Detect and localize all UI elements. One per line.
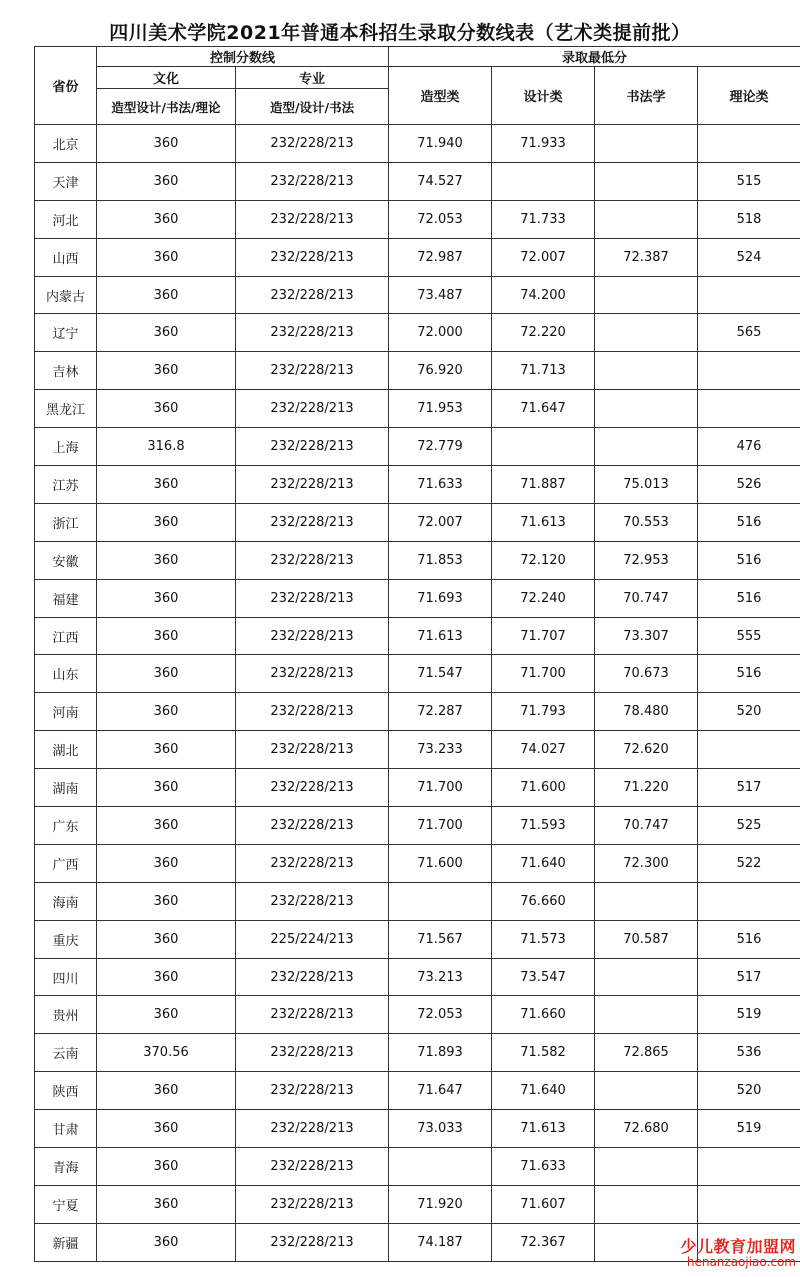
cell-theory-min: 516	[698, 655, 800, 693]
cell-theory-min	[698, 1185, 800, 1223]
cell-culture-line: 360	[97, 162, 236, 200]
header-modeling: 造型类	[389, 67, 492, 125]
cell-calligraphy-min: 72.300	[595, 844, 698, 882]
table-row	[35, 428, 800, 466]
cell-calligraphy-min: 70.587	[595, 920, 698, 958]
cell-modeling-min: 72.000	[389, 314, 492, 352]
cell-design-min: 71.573	[492, 920, 595, 958]
cell-calligraphy-min: 73.307	[595, 617, 698, 655]
cell-calligraphy-min: 72.953	[595, 541, 698, 579]
cell-theory-min: 516	[698, 503, 800, 541]
cell-design-min: 72.120	[492, 541, 595, 579]
cell-modeling-min: 71.693	[389, 579, 492, 617]
cell-culture-line: 360	[97, 731, 236, 769]
cell-calligraphy-min	[595, 882, 698, 920]
cell-culture-line: 360	[97, 1148, 236, 1186]
cell-calligraphy-min: 70.553	[595, 503, 698, 541]
cell-calligraphy-min: 78.480	[595, 693, 698, 731]
cell-design-min: 72.220	[492, 314, 595, 352]
cell-theory-min	[698, 1148, 800, 1186]
cell-theory-min: 516	[698, 920, 800, 958]
cell-culture-line: 360	[97, 882, 236, 920]
cell-province: 海南	[35, 882, 97, 920]
cell-major-line: 232/228/213	[236, 125, 389, 163]
cell-design-min: 71.887	[492, 466, 595, 504]
cell-calligraphy-min: 70.673	[595, 655, 698, 693]
table-row	[35, 314, 800, 352]
cell-calligraphy-min: 72.620	[595, 731, 698, 769]
cell-calligraphy-min	[595, 162, 698, 200]
cell-modeling-min: 76.920	[389, 352, 492, 390]
table-row	[35, 390, 800, 428]
cell-major-line: 232/228/213	[236, 541, 389, 579]
cell-province: 河北	[35, 200, 97, 238]
cell-province: 福建	[35, 579, 97, 617]
cell-province: 天津	[35, 162, 97, 200]
cell-modeling-min: 73.033	[389, 1110, 492, 1148]
cell-province: 安徽	[35, 541, 97, 579]
cell-province: 山东	[35, 655, 97, 693]
watermark	[680, 1238, 796, 1269]
cell-calligraphy-min	[595, 428, 698, 466]
table-row	[35, 466, 800, 504]
table-row	[35, 1034, 800, 1072]
cell-theory-min: 522	[698, 844, 800, 882]
cell-calligraphy-min	[595, 1148, 698, 1186]
cell-culture-line: 360	[97, 1072, 236, 1110]
table-row	[35, 503, 800, 541]
score-table	[34, 46, 800, 1262]
cell-culture-line: 360	[97, 200, 236, 238]
cell-culture-line: 360	[97, 807, 236, 845]
cell-calligraphy-min	[595, 125, 698, 163]
cell-province: 贵州	[35, 996, 97, 1034]
cell-theory-min: 526	[698, 466, 800, 504]
cell-province: 上海	[35, 428, 97, 466]
cell-design-min: 72.367	[492, 1223, 595, 1261]
table-row	[35, 617, 800, 655]
header-calligraphy: 书法学	[595, 67, 698, 125]
cell-province: 云南	[35, 1034, 97, 1072]
cell-design-min: 71.600	[492, 769, 595, 807]
cell-culture-line: 370.56	[97, 1034, 236, 1072]
cell-major-line: 232/228/213	[236, 503, 389, 541]
cell-major-line: 232/228/213	[236, 769, 389, 807]
header-admission-min: 录取最低分	[389, 47, 800, 67]
table-row	[35, 882, 800, 920]
cell-calligraphy-min: 75.013	[595, 466, 698, 504]
cell-major-line: 232/228/213	[236, 428, 389, 466]
cell-province: 北京	[35, 125, 97, 163]
header-major: 专业	[236, 67, 389, 89]
cell-design-min: 71.733	[492, 200, 595, 238]
cell-theory-min: 519	[698, 1110, 800, 1148]
header-design: 设计类	[492, 67, 595, 125]
cell-major-line: 232/228/213	[236, 238, 389, 276]
cell-design-min: 71.933	[492, 125, 595, 163]
table-row	[35, 844, 800, 882]
cell-modeling-min: 72.779	[389, 428, 492, 466]
table-row	[35, 731, 800, 769]
cell-design-min: 71.613	[492, 503, 595, 541]
table-row	[35, 958, 800, 996]
header-province: 省份	[35, 47, 97, 125]
cell-culture-line: 360	[97, 314, 236, 352]
cell-province: 重庆	[35, 920, 97, 958]
cell-major-line: 232/228/213	[236, 655, 389, 693]
cell-province: 青海	[35, 1148, 97, 1186]
cell-design-min	[492, 428, 595, 466]
cell-modeling-min: 73.487	[389, 276, 492, 314]
cell-culture-line: 360	[97, 352, 236, 390]
cell-province: 吉林	[35, 352, 97, 390]
cell-major-line: 232/228/213	[236, 200, 389, 238]
cell-modeling-min: 71.700	[389, 807, 492, 845]
header-control-line: 控制分数线	[97, 47, 389, 67]
table-row	[35, 1072, 800, 1110]
cell-theory-min: 525	[698, 807, 800, 845]
cell-province: 浙江	[35, 503, 97, 541]
cell-major-line: 232/228/213	[236, 731, 389, 769]
cell-theory-min	[698, 276, 800, 314]
table-body	[35, 125, 800, 1262]
cell-calligraphy-min	[595, 352, 698, 390]
cell-province: 甘肃	[35, 1110, 97, 1148]
cell-major-line: 232/228/213	[236, 996, 389, 1034]
cell-design-min: 76.660	[492, 882, 595, 920]
cell-major-line: 225/224/213	[236, 920, 389, 958]
cell-major-line: 232/228/213	[236, 1034, 389, 1072]
cell-major-line: 232/228/213	[236, 807, 389, 845]
cell-culture-line: 360	[97, 958, 236, 996]
cell-modeling-min: 74.187	[389, 1223, 492, 1261]
cell-province: 新疆	[35, 1223, 97, 1261]
cell-province: 宁夏	[35, 1185, 97, 1223]
cell-province: 山西	[35, 238, 97, 276]
cell-calligraphy-min: 72.387	[595, 238, 698, 276]
cell-calligraphy-min: 70.747	[595, 579, 698, 617]
table-row	[35, 1148, 800, 1186]
cell-calligraphy-min	[595, 276, 698, 314]
cell-modeling-min: 72.287	[389, 693, 492, 731]
cell-modeling-min: 71.647	[389, 1072, 492, 1110]
cell-theory-min: 520	[698, 693, 800, 731]
cell-province: 辽宁	[35, 314, 97, 352]
cell-province: 湖北	[35, 731, 97, 769]
cell-modeling-min: 72.007	[389, 503, 492, 541]
cell-modeling-min: 71.600	[389, 844, 492, 882]
table-row	[35, 162, 800, 200]
cell-province: 江西	[35, 617, 97, 655]
cell-design-min: 71.633	[492, 1148, 595, 1186]
cell-modeling-min: 72.053	[389, 996, 492, 1034]
cell-culture-line: 360	[97, 541, 236, 579]
cell-modeling-min: 71.893	[389, 1034, 492, 1072]
cell-design-min: 72.007	[492, 238, 595, 276]
cell-design-min: 71.640	[492, 844, 595, 882]
cell-calligraphy-min	[595, 1072, 698, 1110]
cell-culture-line: 360	[97, 1110, 236, 1148]
cell-province: 河南	[35, 693, 97, 731]
cell-theory-min: 515	[698, 162, 800, 200]
cell-culture-line: 360	[97, 844, 236, 882]
cell-culture-line: 360	[97, 390, 236, 428]
watermark-en: henanzaojiao.com	[686, 1254, 796, 1269]
cell-major-line: 232/228/213	[236, 1223, 389, 1261]
table-row	[35, 655, 800, 693]
cell-design-min: 71.660	[492, 996, 595, 1034]
table-row	[35, 807, 800, 845]
cell-modeling-min: 73.233	[389, 731, 492, 769]
cell-culture-line: 360	[97, 466, 236, 504]
cell-major-line: 232/228/213	[236, 882, 389, 920]
cell-major-line: 232/228/213	[236, 1072, 389, 1110]
cell-culture-line: 360	[97, 125, 236, 163]
cell-theory-min	[698, 882, 800, 920]
cell-major-line: 232/228/213	[236, 276, 389, 314]
table-row	[35, 200, 800, 238]
cell-theory-min: 476	[698, 428, 800, 466]
cell-culture-line: 316.8	[97, 428, 236, 466]
cell-culture-line: 360	[97, 503, 236, 541]
cell-major-line: 232/228/213	[236, 1185, 389, 1223]
cell-calligraphy-min: 72.680	[595, 1110, 698, 1148]
cell-culture-line: 360	[97, 617, 236, 655]
cell-calligraphy-min	[595, 390, 698, 428]
cell-culture-line: 360	[97, 693, 236, 731]
cell-modeling-min	[389, 1148, 492, 1186]
cell-province: 湖南	[35, 769, 97, 807]
cell-province: 江苏	[35, 466, 97, 504]
cell-design-min: 71.607	[492, 1185, 595, 1223]
cell-calligraphy-min	[595, 1185, 698, 1223]
cell-culture-line: 360	[97, 579, 236, 617]
table-row	[35, 579, 800, 617]
cell-design-min: 74.200	[492, 276, 595, 314]
cell-modeling-min: 72.053	[389, 200, 492, 238]
cell-modeling-min: 73.213	[389, 958, 492, 996]
cell-major-line: 232/228/213	[236, 579, 389, 617]
table-row	[35, 996, 800, 1034]
table-row	[35, 276, 800, 314]
cell-design-min: 71.713	[492, 352, 595, 390]
cell-major-line: 232/228/213	[236, 958, 389, 996]
table-row	[35, 1185, 800, 1223]
cell-modeling-min	[389, 882, 492, 920]
cell-calligraphy-min: 70.747	[595, 807, 698, 845]
cell-design-min	[492, 162, 595, 200]
cell-culture-line: 360	[97, 769, 236, 807]
cell-theory-min: 520	[698, 1072, 800, 1110]
cell-modeling-min: 74.527	[389, 162, 492, 200]
header-culture: 文化	[97, 67, 236, 89]
cell-major-line: 232/228/213	[236, 314, 389, 352]
cell-modeling-min: 71.633	[389, 466, 492, 504]
cell-theory-min: 517	[698, 769, 800, 807]
cell-major-line: 232/228/213	[236, 693, 389, 731]
cell-modeling-min: 72.987	[389, 238, 492, 276]
cell-design-min: 71.593	[492, 807, 595, 845]
cell-modeling-min: 71.920	[389, 1185, 492, 1223]
cell-province: 陕西	[35, 1072, 97, 1110]
cell-culture-line: 360	[97, 655, 236, 693]
cell-culture-line: 360	[97, 1223, 236, 1261]
cell-theory-min: 519	[698, 996, 800, 1034]
watermark-cn: 少儿教育加盟网	[680, 1237, 796, 1257]
cell-design-min: 71.613	[492, 1110, 595, 1148]
cell-design-min: 72.240	[492, 579, 595, 617]
cell-design-min: 73.547	[492, 958, 595, 996]
cell-theory-min	[698, 731, 800, 769]
cell-province: 内蒙古	[35, 276, 97, 314]
cell-modeling-min: 71.700	[389, 769, 492, 807]
cell-province: 广西	[35, 844, 97, 882]
cell-theory-min: 516	[698, 579, 800, 617]
cell-major-line: 232/228/213	[236, 466, 389, 504]
cell-major-line: 232/228/213	[236, 390, 389, 428]
cell-theory-min: 516	[698, 541, 800, 579]
cell-calligraphy-min	[595, 200, 698, 238]
cell-design-min: 71.793	[492, 693, 595, 731]
cell-major-line: 232/228/213	[236, 162, 389, 200]
cell-design-min: 71.707	[492, 617, 595, 655]
cell-design-min: 74.027	[492, 731, 595, 769]
table-row	[35, 125, 800, 163]
cell-major-line: 232/228/213	[236, 617, 389, 655]
cell-theory-min: 565	[698, 314, 800, 352]
cell-calligraphy-min	[595, 314, 698, 352]
cell-modeling-min: 71.613	[389, 617, 492, 655]
cell-major-line: 232/228/213	[236, 1110, 389, 1148]
header-culture-sub: 造型设计/书法/理论	[97, 89, 236, 125]
table-row	[35, 352, 800, 390]
table-row	[35, 238, 800, 276]
cell-modeling-min: 71.940	[389, 125, 492, 163]
header-major-sub: 造型/设计/书法	[236, 89, 389, 125]
cell-culture-line: 360	[97, 996, 236, 1034]
cell-theory-min: 524	[698, 238, 800, 276]
cell-culture-line: 360	[97, 1185, 236, 1223]
cell-theory-min: 518	[698, 200, 800, 238]
cell-calligraphy-min: 71.220	[595, 769, 698, 807]
cell-culture-line: 360	[97, 920, 236, 958]
cell-major-line: 232/228/213	[236, 352, 389, 390]
header-theory: 理论类	[698, 67, 800, 125]
cell-culture-line: 360	[97, 276, 236, 314]
cell-modeling-min: 71.547	[389, 655, 492, 693]
cell-theory-min	[698, 352, 800, 390]
cell-design-min: 71.647	[492, 390, 595, 428]
table-row	[35, 920, 800, 958]
cell-theory-min	[698, 390, 800, 428]
cell-province: 广东	[35, 807, 97, 845]
cell-design-min: 71.640	[492, 1072, 595, 1110]
cell-design-min: 71.582	[492, 1034, 595, 1072]
cell-province: 四川	[35, 958, 97, 996]
cell-theory-min	[698, 125, 800, 163]
cell-modeling-min: 71.953	[389, 390, 492, 428]
cell-major-line: 232/228/213	[236, 844, 389, 882]
cell-theory-min: 536	[698, 1034, 800, 1072]
table-row	[35, 769, 800, 807]
cell-culture-line: 360	[97, 238, 236, 276]
table-row	[35, 1110, 800, 1148]
cell-calligraphy-min: 72.865	[595, 1034, 698, 1072]
cell-modeling-min: 71.567	[389, 920, 492, 958]
cell-design-min: 71.700	[492, 655, 595, 693]
cell-calligraphy-min	[595, 958, 698, 996]
page-title: 四川美术学院2021年普通本科招生录取分数线表（艺术类提前批）	[109, 22, 691, 44]
cell-modeling-min: 71.853	[389, 541, 492, 579]
cell-major-line: 232/228/213	[236, 1148, 389, 1186]
cell-theory-min: 555	[698, 617, 800, 655]
cell-province: 黑龙江	[35, 390, 97, 428]
table-row	[35, 541, 800, 579]
table-row	[35, 693, 800, 731]
cell-theory-min: 517	[698, 958, 800, 996]
cell-calligraphy-min	[595, 996, 698, 1034]
